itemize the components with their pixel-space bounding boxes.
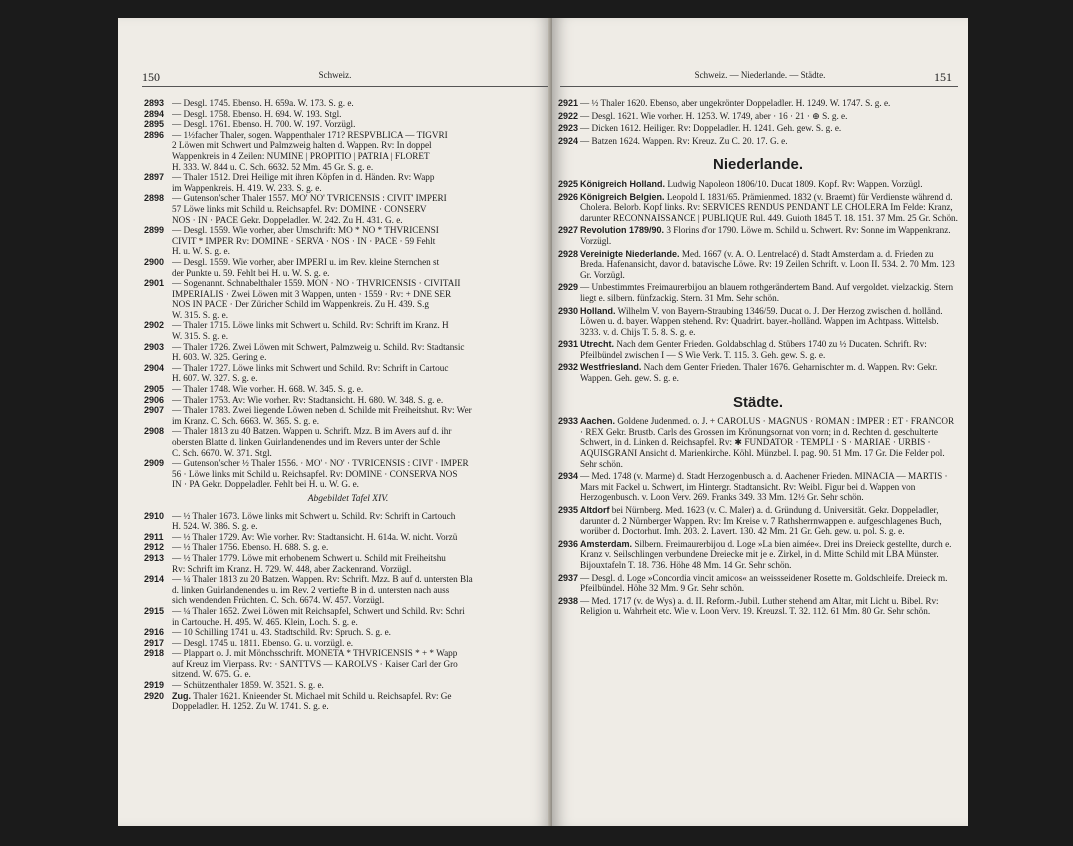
entry-line: — 10 Schilling 1741 u. 43. Stadtschild. Rv: Spruch. S. g. e. bbox=[172, 627, 391, 638]
entry-body: bei Nürnberg. Med. 1623 (v. C. Maler) a. d. Gründung d. Universität. Gekr. Doppeladler, darunter d. 2 Nürnberger Wappen. Rv: Im Kreise v. 7 Rathsherrnwappen e. aufgeschlagenes Buch, worüber d. Doctorhut. Imh. 203. 2. Lavert. 130. 42 Mm. 21 Gr. Geh. gew. u. pol. S. g. e. bbox=[580, 505, 942, 537]
entry-text bbox=[172, 320, 552, 341]
entry-number: 2894 bbox=[144, 108, 165, 119]
entry-line: — ½ Thaler 1779. Löwe mit erhobenem Schwert u. Schild mit Freiheitshu bbox=[172, 552, 446, 563]
entry-lead: Königreich Holland. bbox=[580, 178, 666, 189]
catalog-entry bbox=[144, 109, 552, 120]
entry-text bbox=[172, 426, 552, 458]
catalog-entry bbox=[558, 98, 958, 109]
entry-text bbox=[580, 192, 958, 224]
entry-line: H. 524. W. 386. S. g. e. bbox=[172, 521, 258, 532]
entry-text bbox=[580, 416, 958, 469]
entry-line: Wappenkreis in 4 Zeilen: NUMINE | PROPITIO | PATRIA | FLORET bbox=[172, 150, 430, 161]
entry-line: — ¼ Thaler 1813 zu 20 Batzen. Wappen. Rv: Schrift. Mzz. B auf d. untersten Bla bbox=[172, 574, 473, 585]
entry-line: — Desgl. 1745 u. 1811. Ebenso. G. u. vorzügl. e. bbox=[172, 637, 354, 648]
entry-line: — Thaler 1715. Löwe links mit Schwert u. Schild. Rv: Schrift im Kranz. H bbox=[172, 320, 449, 331]
catalog-entry bbox=[144, 320, 552, 341]
section-heading-niederlande: Niederlande. bbox=[712, 156, 804, 174]
entry-line: — Thaler 1512. Drei Heilige mit ihren Köpfen in d. Händen. Rv: Wapp bbox=[172, 172, 435, 183]
entry-line: NOS IN PACE · Der Züricher Schild im Wappenkreis. Zu H. 439. S.g bbox=[172, 299, 429, 310]
entry-number: 2903 bbox=[144, 341, 165, 352]
entry-body: — Batzen 1624. Wappen. Rv: Kreuz. Zu C. 20. 17. G. e. bbox=[580, 135, 788, 146]
entry-text bbox=[172, 130, 552, 172]
entry-text bbox=[580, 249, 958, 281]
catalog-entry bbox=[144, 172, 552, 193]
catalog-entry bbox=[144, 606, 552, 627]
entry-text bbox=[172, 638, 552, 649]
entry-number: 2916 bbox=[144, 627, 165, 638]
entry-text bbox=[580, 573, 958, 594]
entry-number: 2927 bbox=[558, 225, 579, 236]
entry-line: — ¼ Thaler 1652. Zwei Löwen mit Reichsapfel, Schwert und Schild. Rv: Schri bbox=[172, 605, 465, 616]
entry-line: — Thaler 1783. Zwei liegende Löwen neben d. Schilde mit Freiheitshut. Rv: Wer bbox=[172, 405, 472, 416]
entry-lead: Amsterdam. bbox=[580, 538, 633, 549]
entry-line: NOS · IN · PACE Gekr. Doppeladler. W. 242. Zu H. 431. G. e. bbox=[172, 214, 403, 225]
catalog-entry bbox=[558, 282, 958, 303]
entry-text bbox=[172, 458, 552, 490]
entry-number: 2936 bbox=[558, 538, 579, 549]
catalog-entry bbox=[558, 471, 958, 503]
entry-text bbox=[580, 123, 958, 134]
entry-text bbox=[580, 225, 958, 246]
entry-text bbox=[172, 606, 552, 627]
entry-body: Nach dem Genter Frieden. Goldabschlag d. Stübers 1740 zu ½ Ducaten. Schrift. Rv: Pfeilbündel zwischen I — S Wie Verk. T. 115. 3. Geh. gew. S. g. e. bbox=[580, 339, 927, 360]
entry-lead: Zug. bbox=[172, 690, 191, 701]
entry-text bbox=[580, 539, 958, 571]
entry-text bbox=[172, 278, 552, 320]
entry-lead: Revolution 1789/90. bbox=[580, 225, 665, 236]
entry-line: C. Sch. 6670. W. 371. Stgl. bbox=[172, 447, 272, 458]
entry-number: 2921 bbox=[558, 98, 579, 108]
entry-line: — ½ Thaler 1729. Av: Wie vorher. Rv: Stadtansicht. H. 614a. W. nicht. Vorzü bbox=[172, 531, 458, 542]
catalog-entry bbox=[144, 225, 552, 257]
entry-number: 2925 bbox=[558, 178, 579, 189]
entry-text bbox=[172, 257, 552, 278]
entry-number: 2897 bbox=[144, 172, 165, 183]
entry-text bbox=[172, 172, 552, 193]
entry-line: d. linken Guirlandenendes u. im Rev. 2 vertiefte B in d. untersten nach auss bbox=[172, 584, 450, 595]
entry-number: 2931 bbox=[558, 339, 579, 350]
entry-number: 2926 bbox=[558, 191, 579, 202]
entry-number: 2935 bbox=[558, 505, 579, 515]
entry-line: 2 Löwen mit Schwert und Palmzweig halten d. Wappen. Rv: In doppel bbox=[172, 140, 432, 151]
entry-body: — Dicken 1612. Heiliger. Rv: Doppeladler. H. 1241. Geh. gew. S. g. e. bbox=[580, 123, 842, 134]
catalog-entry bbox=[144, 542, 552, 553]
left-entries bbox=[144, 98, 552, 712]
entry-lead: Altdorf bbox=[580, 505, 610, 515]
entry-line: — Schützenthaler 1859. W. 3521. S. g. e. bbox=[172, 680, 324, 691]
entry-number: 2922 bbox=[558, 110, 579, 121]
entry-body: Leopold I. 1831/65. Prämienmed. 1832 (v. Braemt) für Verdienste während d. Cholera. Belorb. Kopf links. Rv: SERVICES RENDUS PENDANT LE CHOLERA Im Felde: Kranz, darunter RECONNAISSANCE | PUBLIQUE Rul. 449. Guioth 1845 T. 18. 151. 37 Mm. 25 Gr. Schön. bbox=[580, 191, 958, 223]
entry-line: — Plappart o. J. mit Mönchsschrift. MONETA * THVRICENSIS * + * Wapp bbox=[172, 648, 458, 659]
entry-line: IN · PA Gekr. Doppeladler. Fehlt bei H. u. W. G. e. bbox=[172, 479, 359, 490]
entry-line: — Desgl. 1559. Wie vorher, aber IMPERI u. im Rev. kleine Sternchen st bbox=[172, 256, 440, 267]
entry-line: H. 333. W. 844 u. C. Sch. 6632. 52 Mm. 45 Gr. S. g. e. bbox=[172, 161, 374, 172]
entry-line: — Gutenson'scher Thaler 1557. MO' NO' TVRICENSIS : CIVIT' IMPERI bbox=[172, 193, 447, 204]
catalog-entry bbox=[558, 539, 958, 571]
catalog-entry bbox=[558, 179, 958, 190]
catalog-entry bbox=[144, 342, 552, 363]
entry-number: 2930 bbox=[558, 305, 579, 316]
entry-body: Goldene Judenmed. o. J. + CAROLUS · MAGNUS · ROMAN : IMPER : ET · FRANCOR · REX Gekr. Brustb. Carls des Grossen im Krönungsornat von vorn; in d. Rechten d. geschulterte Schwert, in d. Linken d. Reichsapfel. Rv: ✱ FUNDATOR · TEMPLI · S · MARIAE · URBIS · AQUISGRANI Ansicht d. Marienkirche. Köhl. Münzbel. I. pag. 90. 51 Mm. 17 Gr. Die Felder pol. Sehr schön. bbox=[580, 416, 955, 469]
right-entries bbox=[558, 98, 958, 619]
entry-text bbox=[580, 339, 958, 360]
entry-body: — ½ Thaler 1620. Ebenso, aber ungekrönter Doppeladler. H. 1249. W. 1747. S. g. e. bbox=[580, 98, 891, 108]
entry-line: — Gutenson'scher ½ Thaler 1556. · MO' · NO' · TVRICENSIS : CIVI' · IMPER bbox=[172, 458, 469, 469]
entry-line: im Kranz. C. Sch. 6663. W. 365. S. g. e. bbox=[172, 415, 319, 426]
entry-text bbox=[172, 395, 552, 406]
entry-lead: Vereinigte Niederlande. bbox=[580, 248, 680, 259]
entry-line: W. 315. S. g. e. bbox=[172, 331, 229, 342]
right-header-rule bbox=[560, 86, 958, 87]
entry-text bbox=[580, 282, 958, 303]
entry-number: 2910 bbox=[144, 510, 165, 521]
entry-number: 2918 bbox=[144, 648, 165, 659]
entry-body: Silbern. Freimaurerbijou d. Loge »La bien aimée«. Drei ins Dreieck gestellte, durch e. Kranz v. Seilschlingen verbundene Dreiecke mit je e. Zirkel, in d. Mitte Schild mit LBA Münster. Bijouxtafeln T. 18. 736. Höhe 48 Mm. 14 Gr. Sehr schön. bbox=[580, 538, 952, 570]
entry-number: 2911 bbox=[144, 531, 164, 542]
entry-line: auf Kreuz im Vierpass. Rv: · SANTTVS — KAROLVS · Kaiser Carl der Gro bbox=[172, 658, 458, 669]
entry-line: — Desgl. 1758. Ebenso. H. 694. W. 193. Stgl. bbox=[172, 108, 342, 119]
entry-line: Rv: Schrift im Kranz. H. 729. W. 448, aber Zackenrand. Vorzügl. bbox=[172, 563, 412, 574]
entry-number: 2933 bbox=[558, 416, 579, 427]
entry-number: 2902 bbox=[144, 320, 165, 331]
entry-line: der Punkte u. 59. Fehlt bei H. u. W. S. g. e. bbox=[172, 267, 330, 278]
catalog-entry bbox=[144, 405, 552, 426]
catalog-entry bbox=[558, 416, 958, 469]
entry-text bbox=[172, 98, 552, 109]
entry-number: 2908 bbox=[144, 426, 165, 437]
entry-number: 2934 bbox=[558, 471, 579, 482]
right-running-head: Schweiz. — Niederlande. — Städte. bbox=[694, 70, 826, 80]
entry-lead: Utrecht. bbox=[580, 339, 615, 350]
entry-line: — Thaler 1727. Löwe links mit Schwert und Schild. Rv: Schrift in Cartouc bbox=[172, 362, 449, 373]
entry-number: 2937 bbox=[558, 572, 579, 583]
entry-number: 2924 bbox=[558, 135, 579, 146]
catalog-entry bbox=[144, 426, 552, 458]
entry-text bbox=[172, 574, 552, 606]
entry-number: 2896 bbox=[144, 129, 165, 140]
catalog-entry bbox=[144, 363, 552, 384]
catalog-entry bbox=[558, 362, 958, 383]
left-page bbox=[118, 18, 552, 826]
entry-text bbox=[172, 225, 552, 257]
entry-number: 2932 bbox=[558, 362, 579, 373]
entry-text bbox=[580, 179, 958, 190]
entry-text bbox=[172, 648, 552, 680]
catalog-entry bbox=[144, 458, 552, 490]
entry-text bbox=[172, 553, 552, 574]
entry-number: 2899 bbox=[144, 225, 165, 236]
entry-body: Wilhelm V. von Bayern-Straubing 1346/59. Ducat o. J. Der Herzog zwischen d. holländ. Löwen u. d. bayer. Wappen stehend. Rv: Quadrirt. bayer.-holländ. Wappen im Achtpass. Wittelsb. 3233. v. d. Chijs T. 5. 8. S. g. e. bbox=[580, 305, 943, 337]
right-page bbox=[552, 18, 968, 826]
right-page-number: 151 bbox=[934, 70, 952, 84]
entry-text bbox=[580, 98, 958, 109]
catalog-entry bbox=[144, 98, 552, 109]
entry-number: 2898 bbox=[144, 193, 165, 204]
entry-line: in Cartouche. H. 495. W. 465. Klein, Loch. S. g. e. bbox=[172, 616, 358, 627]
entry-lead: Königreich Belgien. bbox=[580, 191, 665, 202]
entry-line: — Thaler 1813 zu 40 Batzen. Wappen u. Schrift. Mzz. B im Avers auf d. ihr bbox=[172, 426, 452, 437]
left-page-number: 150 bbox=[142, 70, 160, 84]
entry-text bbox=[172, 119, 552, 130]
catalog-entry bbox=[144, 553, 552, 574]
entry-line: CIVIT * IMPER Rv: DOMINE · SERVA · NOS · IN · PACE · 59 Fehlt bbox=[172, 235, 436, 246]
left-running-head: Schweiz. bbox=[318, 70, 352, 80]
catalog-entry bbox=[144, 193, 552, 225]
left-header-rule bbox=[142, 86, 548, 87]
entry-line: im Wappenkreis. H. 419. W. 233. S. g. e. bbox=[172, 182, 322, 193]
catalog-entry bbox=[558, 573, 958, 594]
catalog-entry bbox=[144, 638, 552, 649]
entry-line: — Desgl. 1745. Ebenso. H. 659a. W. 173. S. g. e. bbox=[172, 98, 354, 108]
entry-lead: Westfriesland. bbox=[580, 362, 642, 373]
entry-body: — Desgl. 1621. Wie vorher. H. 1253. W. 1749, aber · 16 · 21 · ⊕ S. g. e. bbox=[580, 110, 848, 121]
entry-line: H. 603. W. 325. Gering e. bbox=[172, 352, 267, 363]
catalog-entry bbox=[144, 532, 552, 543]
entry-body: Nach dem Genter Frieden. Thaler 1676. Geharnischter m. d. Wappen. Rv: Gekr. Wappen. Geh. gew. S. g. e. bbox=[580, 362, 938, 384]
entry-lead: Holland. bbox=[580, 305, 616, 316]
entry-number: 2905 bbox=[144, 384, 165, 395]
entry-text bbox=[172, 109, 552, 120]
entry-line: — Sogenannt. Schnabelthaler 1559. MON · NO · THVRICENSIS · CIVITAII bbox=[172, 278, 461, 289]
catalog-entry bbox=[144, 384, 552, 395]
entry-line: — ½ Thaler 1673. Löwe links mit Schwert u. Schild. Rv: Schrift in Cartouch bbox=[172, 510, 456, 521]
catalog-entry bbox=[558, 225, 958, 246]
catalog-entry bbox=[558, 596, 958, 617]
entry-text bbox=[580, 505, 958, 537]
entry-text bbox=[172, 511, 552, 532]
entry-number: 2917 bbox=[144, 637, 165, 648]
entry-number: 2906 bbox=[144, 394, 165, 405]
entry-body: — Desgl. d. Loge »Concordia vincit amicos« an weissseidener Rosette m. Goldschleife. Dreieck m. Pfeilbündel. Höhe 32 Mm. 9 Gr. Sehr schön. bbox=[580, 572, 948, 594]
catalog-entry bbox=[558, 136, 958, 147]
catalog-entry bbox=[144, 691, 552, 712]
entry-body: 3 Florins d'or 1790. Löwe m. Schild u. Schwert. Rv: Sonne im Wappenkranz. Vorzügl. bbox=[580, 225, 951, 246]
entry-text bbox=[172, 384, 552, 395]
entry-line: — Thaler 1753. Av: Wie vorher. Rv: Stadtansicht. H. 680. W. 348. S. g. e. bbox=[172, 394, 444, 405]
entry-body: — Unbestimmtes Freimaurerbijou an blauem rothgerändertem Band. Auf vergoldet. vielzackig. Stern liegt e. silbern. fünfzackig. Stern. 31 Mm. Sehr schön. bbox=[580, 282, 954, 303]
entry-text bbox=[580, 306, 958, 338]
catalog-entry bbox=[558, 192, 958, 224]
entry-number: 2914 bbox=[144, 574, 165, 585]
catalog-entry bbox=[144, 648, 552, 680]
entry-line: — Thaler 1748. Wie vorher. H. 668. W. 345. S. g. e. bbox=[172, 384, 364, 395]
entry-number: 2938 bbox=[558, 595, 579, 606]
entry-line: H. 607. W. 327. S. g. e. bbox=[172, 373, 258, 384]
catalog-entry bbox=[144, 278, 552, 320]
entry-line: IMPERIALIS · Zwei Löwen mit 3 Wappen, unten · 1559 · Rv: + DNE SER bbox=[172, 288, 452, 299]
entry-number: 2929 bbox=[558, 282, 579, 293]
catalog-entry bbox=[558, 505, 958, 537]
entry-text bbox=[172, 193, 552, 225]
entry-text bbox=[172, 342, 552, 363]
entry-number: 2920 bbox=[144, 690, 165, 701]
catalog-entry bbox=[558, 339, 958, 360]
entry-text bbox=[580, 111, 958, 122]
entry-body: — Med. 1748 (v. Marme) d. Stadt Herzogenbusch a. d. Aachener Frieden. MINACIA — MARTIS · Mars mit Fackel u. Schwert, im Hintergr. Stadtansicht. Rv: Weibl. Figur bei d. Wappen von Herzogenbusch. v. Loon Verv. 269. Franks 349. 33 Mm. 12½ Gr. Sehr schön. bbox=[580, 471, 948, 503]
entry-line: — ½ Thaler 1756. Ebenso. H. 688. S. g. e. bbox=[172, 542, 329, 553]
entry-lead: Aachen. bbox=[580, 416, 616, 427]
entry-number: 2928 bbox=[558, 248, 579, 259]
plate-caption: Abgebildet Tafel XIV. bbox=[307, 493, 389, 504]
catalog-entry bbox=[144, 395, 552, 406]
entry-line: sitzend. W. 675. G. e. bbox=[172, 669, 251, 680]
entry-line: — 1½facher Thaler, sogen. Wappenthaler 171? RESPVBLICA — TIGVRI bbox=[172, 129, 448, 140]
entry-number: 2907 bbox=[144, 405, 165, 416]
section-heading-staedte: Städte. bbox=[732, 393, 783, 411]
entry-line: sich wendenden Früchten. C. Sch. 6674. W. 457. Vorzügl. bbox=[172, 595, 385, 606]
entry-number: 2904 bbox=[144, 362, 165, 373]
catalog-entry bbox=[558, 123, 958, 134]
entry-text bbox=[580, 596, 958, 617]
entry-number: 2912 bbox=[144, 542, 165, 553]
catalog-entry bbox=[144, 511, 552, 532]
entry-line: 57 Löwe links mit Schild u. Reichsapfel. Rv: DOMINE · CONSERV bbox=[172, 203, 427, 214]
entry-line: W. 315. S. g. e. bbox=[172, 309, 229, 320]
catalog-entry bbox=[144, 680, 552, 691]
entry-text bbox=[172, 680, 552, 691]
entry-number: 2915 bbox=[144, 605, 165, 616]
entry-text bbox=[172, 627, 552, 638]
entry-text bbox=[580, 471, 958, 503]
entry-number: 2895 bbox=[144, 119, 165, 130]
entry-line: 56 · Löwe links mit Schild u. Reichsapfel. Rv: DOMINE · CONSERVA NOS bbox=[172, 468, 458, 479]
entry-text bbox=[172, 691, 552, 712]
entry-body: Ludwig Napoleon 1806/10. Ducat 1809. Kopf. Rv: Wappen. Vorzügl. bbox=[667, 178, 923, 189]
entry-number: 2909 bbox=[144, 458, 165, 469]
catalog-entry bbox=[558, 306, 958, 338]
entry-text bbox=[580, 136, 958, 147]
catalog-entry bbox=[144, 574, 552, 606]
catalog-entry bbox=[558, 249, 958, 281]
entry-number: 2893 bbox=[144, 98, 165, 108]
entry-text bbox=[580, 362, 958, 383]
entry-text bbox=[172, 363, 552, 384]
entry-line: — Desgl. 1559. Wie vorher, aber Umschrift: MO * NO * THVRICENSI bbox=[172, 225, 439, 236]
entry-number: 2901 bbox=[144, 278, 165, 289]
entry-line: — Thaler 1726. Zwei Löwen mit Schwert, Palmzweig u. Schild. Rv: Stadtansic bbox=[172, 341, 465, 352]
entry-line: H. u. W. S. g. e. bbox=[172, 246, 230, 257]
entry-number: 2900 bbox=[144, 256, 165, 267]
entry-text bbox=[172, 532, 552, 543]
entry-text bbox=[172, 405, 552, 426]
entry-line: — Desgl. 1761. Ebenso. H. 700. W. 197. Vorzügl. bbox=[172, 119, 356, 130]
catalog-entry bbox=[144, 627, 552, 638]
catalog-entry bbox=[144, 130, 552, 172]
entry-text bbox=[172, 542, 552, 553]
entry-number: 2913 bbox=[144, 552, 165, 563]
catalog-entry bbox=[144, 257, 552, 278]
entry-body: — Med. 1717 (v. de Wys) a. d. II. Reform.-Jubil. Luther stehend am Altar, mit Licht u. Bibel. Rv: Religion u. Wahrheit etc. Wie v. Loon Verv. 19. Kreuzsl. T. 32. 112. 61 Mm. 80 Gr. Sehr schön. bbox=[580, 595, 939, 617]
catalog-entry bbox=[144, 119, 552, 130]
entry-line: obersten Blatte d. linken Guirlandenendes und im Revers unter der Schle bbox=[172, 437, 441, 447]
entry-number: 2919 bbox=[144, 680, 165, 691]
entry-number: 2923 bbox=[558, 123, 579, 134]
entry-body: Med. 1667 (v. A. O. Lentrelacé) d. Stadt Amsterdam a. d. Frieden zu Breda. Hafenansicht, davor d. batavische Löwe. Rv: 19 Zeilen Schrift. v. Loon II. 534. 2. 70 Mm. 123 Gr. Vorzügl. bbox=[580, 248, 955, 280]
entry-line: Thaler 1621. Knieender St. Michael mit Schild u. Reichsapfel. Rv: Ge bbox=[193, 690, 452, 701]
catalog-entry bbox=[558, 111, 958, 122]
entry-line: Doppeladler. H. 1252. Zu W. 1741. S. g. e. bbox=[172, 701, 329, 712]
